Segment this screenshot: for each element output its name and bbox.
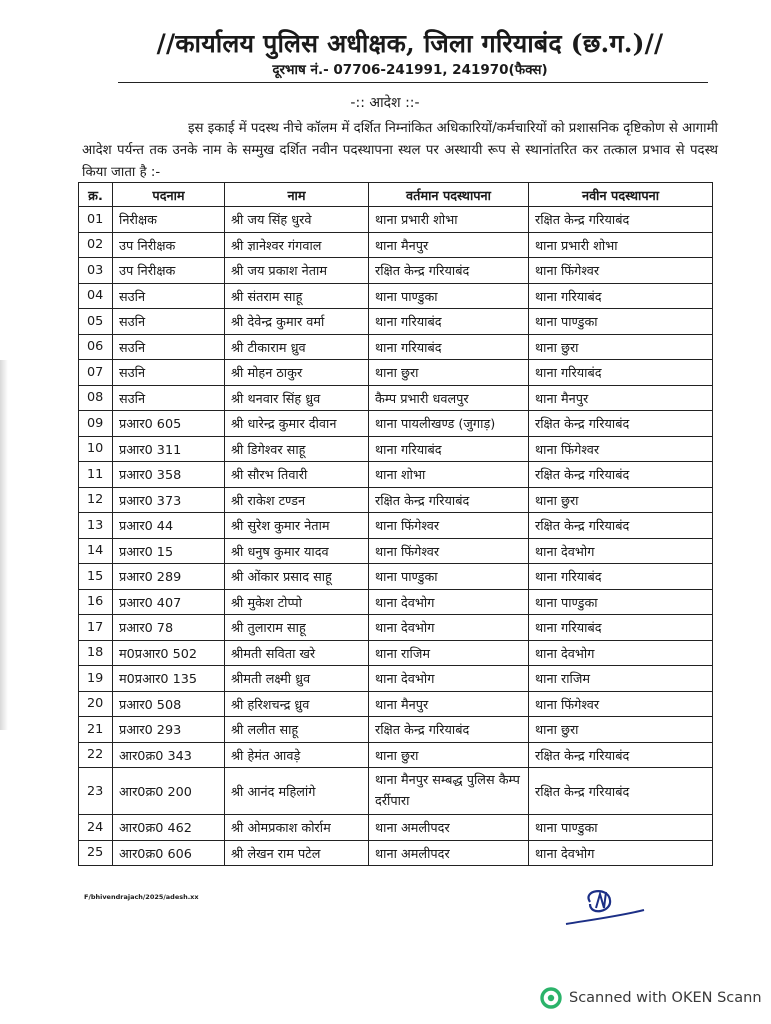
row-name: श्री सौरभ तिवारी	[225, 462, 369, 488]
row-name: श्री आनंद महिलांगे	[225, 768, 369, 815]
row-name: श्री थनवार सिंह ध्रुव	[225, 385, 369, 411]
row-new-posting: थाना देवभोग	[529, 538, 713, 564]
row-current-posting: थाना मैनपुर सम्बद्ध पुलिस कैम्प दर्रीपारा	[369, 768, 529, 815]
row-name: श्री सुरेश कुमार नेताम	[225, 513, 369, 539]
row-name: श्री तुलाराम साहू	[225, 615, 369, 641]
table-row	[79, 258, 713, 284]
table-row	[79, 487, 713, 513]
table-body	[79, 207, 713, 866]
table-row	[79, 742, 713, 768]
row-designation: म0प्रआर0 135	[113, 666, 225, 692]
row-name: श्रीमती सविता खरे	[225, 640, 369, 666]
row-current-posting: थाना मैनपुर	[369, 691, 529, 717]
row-serial: 20	[79, 691, 113, 717]
row-current-posting: थाना छुरा	[369, 742, 529, 768]
row-name: श्री ललीत साहू	[225, 717, 369, 743]
row-name: श्री ज्ञानेश्वर गंगवाल	[225, 232, 369, 258]
row-name: श्री राकेश टण्डन	[225, 487, 369, 513]
row-new-posting: रक्षित केन्द्र गरियाबंद	[529, 207, 713, 233]
row-new-posting: रक्षित केन्द्र गरियाबंद	[529, 768, 713, 815]
row-name: श्री हरिशचन्द्र ध्रुव	[225, 691, 369, 717]
row-serial: 02	[79, 232, 113, 258]
row-current-posting: थाना पायलीखण्ड (जुगाड़)	[369, 411, 529, 437]
column-header: पदनाम	[113, 183, 225, 207]
row-name: श्रीमती लक्ष्मी ध्रुव	[225, 666, 369, 692]
row-serial: 21	[79, 717, 113, 743]
row-designation: प्रआर0 44	[113, 513, 225, 539]
row-new-posting: थाना पाण्डुका	[529, 815, 713, 841]
row-current-posting: थाना पाण्डुका	[369, 283, 529, 309]
row-designation: उप निरीक्षक	[113, 258, 225, 284]
row-serial: 10	[79, 436, 113, 462]
row-serial: 01	[79, 207, 113, 233]
row-current-posting: थाना राजिम	[369, 640, 529, 666]
signature-mark	[560, 880, 650, 930]
row-name: श्री देवेन्द्र कुमार वर्मा	[225, 309, 369, 335]
row-new-posting: रक्षित केन्द्र गरियाबंद	[529, 742, 713, 768]
row-serial: 23	[79, 768, 113, 815]
column-header: क्र.	[79, 183, 113, 207]
row-serial: 13	[79, 513, 113, 539]
row-name: श्री संतराम साहू	[225, 283, 369, 309]
order-heading: -:: आदेश ::-	[350, 95, 420, 111]
row-designation: प्रआर0 605	[113, 411, 225, 437]
table-row	[79, 615, 713, 641]
row-serial: 08	[79, 385, 113, 411]
row-name: श्री टीकाराम ध्रुव	[225, 334, 369, 360]
table-row	[79, 589, 713, 615]
order-intro: इस इकाई में पदस्थ नीचे कॉलम में दर्शित निम्नांकित अधिकारियों/कर्मचारियों को प्रशासनिक दृष्टिकोण से आगामी आदेश पर्यन्त तक उनके नाम के सम्मुख दर्शित नवीन पदस्थापना स्थल पर अस्थायी रूप से स्थानांतरित कर तत्काल प्रभाव से पदस्थ किया जाता है :-	[82, 121, 718, 180]
row-serial: 16	[79, 589, 113, 615]
row-current-posting: थाना गरियाबंद	[369, 334, 529, 360]
column-header: नाम	[225, 183, 369, 207]
row-current-posting: थाना गरियाबंद	[369, 436, 529, 462]
row-name: श्री जय सिंह धुरवे	[225, 207, 369, 233]
table-row	[79, 462, 713, 488]
row-designation: सउनि	[113, 385, 225, 411]
table-row	[79, 840, 713, 866]
row-new-posting: थाना प्रभारी शोभा	[529, 232, 713, 258]
row-name: श्री धनुष कुमार यादव	[225, 538, 369, 564]
row-new-posting: थाना राजिम	[529, 666, 713, 692]
row-name: श्री धारेन्द्र कुमार दीवान	[225, 411, 369, 437]
row-designation: आर0क्र0 606	[113, 840, 225, 866]
row-designation: म0प्रआर0 502	[113, 640, 225, 666]
row-new-posting: थाना गरियाबंद	[529, 283, 713, 309]
table-row	[79, 309, 713, 335]
row-serial: 24	[79, 815, 113, 841]
row-new-posting: थाना पाण्डुका	[529, 309, 713, 335]
row-new-posting: थाना फिंगेश्वर	[529, 691, 713, 717]
row-new-posting: थाना गरियाबंद	[529, 360, 713, 386]
row-current-posting: थाना अमलीपदर	[369, 815, 529, 841]
row-new-posting: थाना गरियाबंद	[529, 615, 713, 641]
column-header: नवीन पदस्थापना	[529, 183, 713, 207]
row-serial: 03	[79, 258, 113, 284]
row-serial: 07	[79, 360, 113, 386]
row-current-posting: थाना मैनपुर	[369, 232, 529, 258]
table-row	[79, 717, 713, 743]
scanner-logo-icon	[540, 987, 562, 1009]
row-current-posting: रक्षित केन्द्र गरियाबंद	[369, 487, 529, 513]
transfer-table	[78, 182, 713, 866]
row-name: श्री हेमंत आवड़े	[225, 742, 369, 768]
row-current-posting: थाना छुरा	[369, 360, 529, 386]
row-designation: आर0क्र0 462	[113, 815, 225, 841]
row-designation: आर0क्र0 200	[113, 768, 225, 815]
row-serial: 11	[79, 462, 113, 488]
header-divider	[118, 82, 708, 83]
row-designation: प्रआर0 358	[113, 462, 225, 488]
row-serial: 05	[79, 309, 113, 335]
row-designation: सउनि	[113, 360, 225, 386]
row-serial: 06	[79, 334, 113, 360]
row-new-posting: थाना पाण्डुका	[529, 589, 713, 615]
table-row	[79, 564, 713, 590]
row-current-posting: थाना अमलीपदर	[369, 840, 529, 866]
row-name: श्री जय प्रकाश नेताम	[225, 258, 369, 284]
row-new-posting: थाना देवभोग	[529, 640, 713, 666]
row-designation: आर0क्र0 343	[113, 742, 225, 768]
row-designation: प्रआर0 78	[113, 615, 225, 641]
row-designation: प्रआर0 15	[113, 538, 225, 564]
row-new-posting: थाना फिंगेश्वर	[529, 258, 713, 284]
file-path: F/bhivendrajach/2025/adesh.xx	[84, 893, 199, 901]
row-current-posting: थाना गरियाबंद	[369, 309, 529, 335]
row-serial: 12	[79, 487, 113, 513]
table-row	[79, 283, 713, 309]
row-name: श्री डिगेश्वर साहू	[225, 436, 369, 462]
row-current-posting: थाना देवभोग	[369, 615, 529, 641]
row-name: श्री लेखन राम पटेल	[225, 840, 369, 866]
table-row	[79, 436, 713, 462]
row-new-posting: थाना मैनपुर	[529, 385, 713, 411]
row-designation: सउनि	[113, 283, 225, 309]
row-current-posting: थाना फिंगेश्वर	[369, 538, 529, 564]
row-designation: उप निरीक्षक	[113, 232, 225, 258]
table-row	[79, 385, 713, 411]
table-row	[79, 334, 713, 360]
row-designation: सउनि	[113, 334, 225, 360]
row-name: श्री मुकेश टोप्पो	[225, 589, 369, 615]
row-serial: 19	[79, 666, 113, 692]
row-designation: प्रआर0 508	[113, 691, 225, 717]
row-serial: 15	[79, 564, 113, 590]
row-new-posting: थाना छुरा	[529, 334, 713, 360]
table-row	[79, 666, 713, 692]
row-name: श्री ओंकार प्रसाद साहू	[225, 564, 369, 590]
row-new-posting: थाना छुरा	[529, 717, 713, 743]
row-designation: प्रआर0 407	[113, 589, 225, 615]
table-row	[79, 232, 713, 258]
row-new-posting: रक्षित केन्द्र गरियाबंद	[529, 513, 713, 539]
row-name: श्री मोहन ठाकुर	[225, 360, 369, 386]
row-current-posting: थाना प्रभारी शोभा	[369, 207, 529, 233]
table-row	[79, 513, 713, 539]
row-serial: 09	[79, 411, 113, 437]
table-row	[79, 207, 713, 233]
row-current-posting: रक्षित केन्द्र गरियाबंद	[369, 717, 529, 743]
table-header-row	[79, 183, 713, 207]
table-row	[79, 768, 713, 815]
row-serial: 17	[79, 615, 113, 641]
row-current-posting: थाना देवभोग	[369, 666, 529, 692]
row-new-posting: थाना गरियाबंद	[529, 564, 713, 590]
table-row	[79, 411, 713, 437]
table-row	[79, 691, 713, 717]
row-new-posting: रक्षित केन्द्र गरियाबंद	[529, 411, 713, 437]
row-current-posting: थाना देवभोग	[369, 589, 529, 615]
row-current-posting: कैम्प प्रभारी धवलपुर	[369, 385, 529, 411]
row-current-posting: थाना फिंगेश्वर	[369, 513, 529, 539]
row-designation: प्रआर0 289	[113, 564, 225, 590]
table-row	[79, 640, 713, 666]
row-current-posting: रक्षित केन्द्र गरियाबंद	[369, 258, 529, 284]
column-header: वर्तमान पदस्थापना	[369, 183, 529, 207]
row-serial: 22	[79, 742, 113, 768]
row-designation: प्रआर0 311	[113, 436, 225, 462]
row-new-posting: थाना फिंगेश्वर	[529, 436, 713, 462]
row-serial: 14	[79, 538, 113, 564]
scan-watermark	[540, 987, 762, 1009]
row-designation: प्रआर0 293	[113, 717, 225, 743]
table-row	[79, 360, 713, 386]
row-serial: 18	[79, 640, 113, 666]
row-new-posting: थाना देवभोग	[529, 840, 713, 866]
row-serial: 25	[79, 840, 113, 866]
row-name: श्री ओमप्रकाश कोर्राम	[225, 815, 369, 841]
table-row	[79, 815, 713, 841]
row-serial: 04	[79, 283, 113, 309]
row-current-posting: थाना पाण्डुका	[369, 564, 529, 590]
scan-watermark-text: Scanned with OKEN Scann	[569, 990, 762, 1006]
page-edge-shadow	[0, 360, 8, 730]
row-designation: निरीक्षक	[113, 207, 225, 233]
row-current-posting: थाना शोभा	[369, 462, 529, 488]
table-row	[79, 538, 713, 564]
phone-line: दूरभाष नं.- 07706-241991, 241970(फैक्स)	[272, 62, 548, 78]
row-new-posting: रक्षित केन्द्र गरियाबंद	[529, 462, 713, 488]
row-designation: सउनि	[113, 309, 225, 335]
row-designation: प्रआर0 373	[113, 487, 225, 513]
row-new-posting: थाना छुरा	[529, 487, 713, 513]
office-title: //कार्यालय पुलिस अधीक्षक, जिला गरियाबंद (छ.ग.)//	[156, 29, 664, 58]
